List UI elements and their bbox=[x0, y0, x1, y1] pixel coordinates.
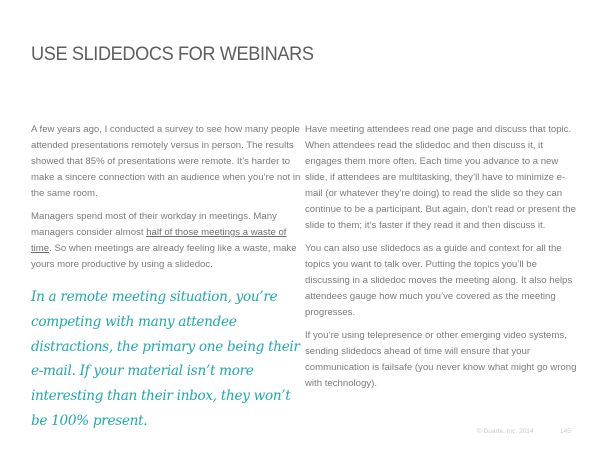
telepresence-paragraph: If you’re using telepresence or other emerging video systems, sending slidedocs ahead of time will ensure that your communication is failsafe (you never know what might go wrong with technology). bbox=[305, 330, 577, 389]
guide-paragraph: You can also use slidedocs as a guide and context for all the topics you want to talk over. Putting the topics you’ll be discussing in a slidedoc moves the meeting along. It also helps attendees gauge how much you’ve covered as the meeting progresses. bbox=[305, 243, 573, 318]
meetings-waste-link[interactable]: half of those meetings a waste of time bbox=[31, 227, 287, 254]
managers-text-after: . So when meetings are already feeling like a waste, make yours more productive by using a slidedoc. bbox=[31, 243, 297, 270]
managers-paragraph bbox=[31, 209, 301, 273]
left-column bbox=[31, 122, 301, 434]
pull-quote: In a remote meeting situation, you’re competing with many attendee distractions, the primary one being their e-mail. If your material isn’t more interesting than their inbox, they won’t be 100% present. bbox=[31, 289, 300, 429]
right-column bbox=[305, 122, 577, 399]
intro-paragraph: A few years ago, I conducted a survey to see how many people attended presentations remotely versus in person. The results showed that 85% of presentations were remote. It’s harder to make a sincere connection with an audience when you’re not in the same room. bbox=[31, 124, 301, 199]
managers-text-before: Managers spend most of their workday in meetings. Many managers consider almost bbox=[31, 211, 277, 238]
copyright-text: © Duarte, Inc. 2014 bbox=[477, 428, 534, 435]
read-discuss-paragraph: Have meeting attendees read one page and discuss that topic. When attendees read the slidedoc and then discuss it, it engages them more often. Each time you advance to a new slide, if attendees are multitasking, they’ll have to minimize e-mail (or whatever they’re doing) to read the slide so they can continue to be a participant. But again, don’t read or present the slide to them; it’s faster if they read it and then discuss it. bbox=[305, 124, 576, 231]
page-number: 145 bbox=[560, 428, 571, 435]
page-title: USE SLIDEDOCS FOR WEBINARS bbox=[31, 43, 314, 66]
